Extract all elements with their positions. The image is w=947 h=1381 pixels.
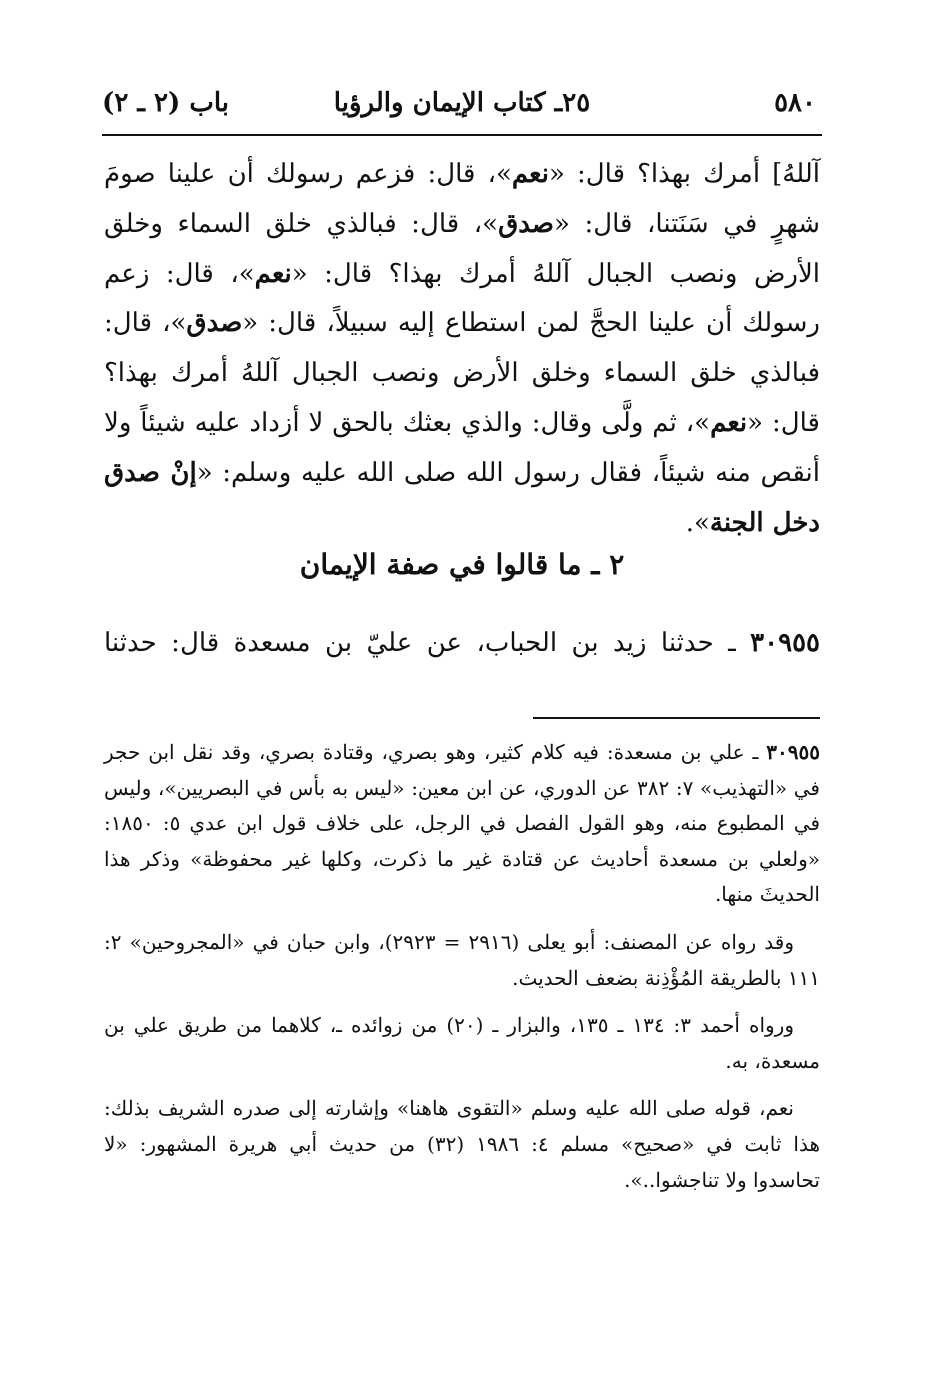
- footnote-text: ـ علي بن مسعدة: فيه كلام كثير، وهو بصري، وقتادة بصري، وقد نقل ابن حجر في «التهذيب» ٧: ٣٨٢ عن الدوري، عن ابن معين: «ليس به بأس في البصريين»، وليس في المطبوع منه، وهو القول الفصل في الرجل، على خلاف قول ابن عدي ٥: ١٨٥٠: «ولعلي بن مسعدة أحاديث عن قتادة غير ما ذكرت، وكلها غير محفوظة» وذكر هذا الحديثَ منها.: [104, 740, 820, 907]
- text-run: »، قال: فبالذي خلق السماء وخلق الأرض ونصب الجبال آللهُ أمرك بهذا؟ قال: «: [104, 208, 820, 289]
- text-run: »، قال: فبالذي خلق السماء وخلق الأرض ونصب الجبال آللهُ أمرك بهذا؟ قال: «: [104, 308, 820, 438]
- footnote-1: [104, 735, 820, 913]
- text-run: »، قال: زعم رسولك أن علينا الحجَّ لمن استطاع إليه سبيلاً، قال: «: [104, 258, 820, 339]
- footnote-2: وقد رواه عن المصنف: أبو يعلى (٢٩١٦ = ٢٩٢٣)، وابن حبان في «المجروحين» ٢: ١١١ بالطريقة المُؤْذِنة بضعف الحديث.: [104, 929, 820, 990]
- page-header: [102, 88, 822, 128]
- hadith-number: ٣٠٩٥٥: [750, 628, 820, 658]
- quoted-reply: نعم: [710, 407, 748, 438]
- header-divider: [102, 134, 822, 136]
- text-run: ».: [685, 507, 710, 538]
- text-run: »، قال: فزعم رسولك أن علينا صومَ شهرٍ في سَنَتنا، قال: «: [104, 159, 820, 239]
- page-number: ٥٨٠: [774, 88, 816, 118]
- chapter-label: باب (٢ ـ ٢): [102, 88, 229, 118]
- footnotes: [104, 735, 820, 1210]
- text-run: آللهُ] أمرك بهذا؟ قال: «: [548, 159, 821, 189]
- quoted-reply: صدق: [498, 208, 554, 239]
- footnote-divider: [533, 717, 820, 719]
- section-heading: ٢ ـ ما قالوا في صفة الإيمان: [299, 548, 625, 581]
- prophetic-saying: إنْ صدق دخل الجنة: [104, 457, 820, 538]
- hadith-text: ـ حدثنا زيد بن الحباب، عن عليّ بن مسعدة قال: حدثنا: [104, 628, 751, 658]
- quoted-reply: نعم: [254, 258, 292, 289]
- hadith-paragraph: [104, 618, 820, 668]
- footnote-4: نعم، قوله صلى الله عليه وسلم «التقوى هاهنا» وإشارته إلى صدره الشريف بذلك: هذا ثابت في «صحيح» مسلم ٤: ١٩٨٦ (٣٢) من حديث أبي هريرة المشهور: «لا تحاسدوا ولا تناجشوا..».: [104, 1096, 820, 1192]
- footnote-number: ٣٠٩٥٥: [766, 740, 820, 764]
- text-run: »، ثم ولَّى وقال: والذي بعثك بالحق لا أزداد عليه شيئاً ولا أنقص منه شيئاً، فقال رسول الله صلى الله عليه وسلم: «: [104, 407, 820, 488]
- book-title: ٢٥ـ كتاب الإيمان والرؤيا: [333, 88, 591, 118]
- main-text-paragraph: [104, 150, 820, 548]
- quoted-reply: نعم: [511, 159, 549, 189]
- footnote-3: ورواه أحمد ٣: ١٣٤ ـ ١٣٥، والبزار ـ (٢٠) من زوائده ـ، كلاهما من طريق علي بن مسعدة، به.: [104, 1013, 820, 1073]
- quoted-reply: صدق: [186, 308, 243, 339]
